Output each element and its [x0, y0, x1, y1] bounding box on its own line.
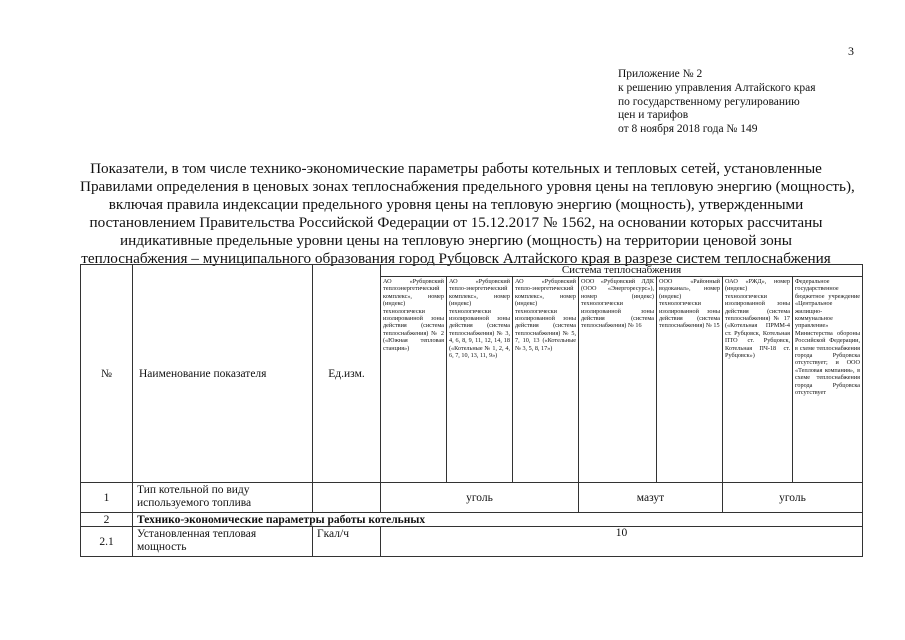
- system-column-header: АО «Рубцовский тепло-энергетический комплекс», номер (индекс) технологически изолированной зоны действия (система теплоснабжения) № 3, 4, 6, 8, 9, 11, 12, 14, 18 («Котельные № 1, 2, 4, 6, 7, 10, 13, 11, 9»): [447, 277, 513, 483]
- row-1-num: 1: [81, 483, 133, 513]
- system-column-header: ОАО «РЖД», номер (индекс) технологически изолированной зоны действия (система теплоснабжения) № 17 («Котельная ПРММ-4 ст. Рубцовск, Котельная ПТО ст. Рубцовск, Котельная ПЧ-18 ст. Рубцовск»): [723, 277, 793, 483]
- title-line: теплоснабжения – муниципального образования город Рубцовск Алтайского края в разрезе систем теплоснабжения: [81, 250, 831, 267]
- row-1-fuel-coal-2: уголь: [723, 483, 863, 513]
- row-2-1-num: 2.1: [81, 527, 133, 557]
- appendix-line: от 8 ноября 2018 года № 149: [618, 123, 758, 136]
- title-line: индикативные предельные уровни цены на тепловую энергию (мощность) на территории ценовой зоны: [120, 232, 792, 249]
- row-1-fuel-oil: мазут: [579, 483, 723, 513]
- row-1-unit: [313, 483, 381, 513]
- system-column-header: ООО «Рубцовский ЛДК (ООО «Энергоресурс»), номер (индекс) технологически изолированной зоны действия (система теплоснабжения) № 16: [579, 277, 657, 483]
- system-column-header: ООО «Районный водоканал», номер (индекс) технологически изолированной зоны действия (система теплоснабжения) № 15: [657, 277, 723, 483]
- indicators-table: [80, 264, 863, 557]
- header-unit: Ед.изм.: [313, 265, 381, 483]
- row-2-1-value: 10: [381, 527, 863, 557]
- header-name: Наименование показателя: [133, 265, 313, 483]
- title-line: Правилами определения в ценовых зонах теплоснабжения предельного уровня цены на тепловую энергию (мощность),: [80, 178, 855, 195]
- appendix-line: Приложение № 2: [618, 68, 703, 80]
- header-system: Система теплоснабжения: [381, 265, 863, 277]
- title-line: Показатели, в том числе технико-экономические параметры работы котельных и тепловых сетей, установленные: [90, 160, 822, 177]
- row-1-name: Тип котельной по виду используемого топлива: [133, 483, 313, 513]
- row-2-1-unit: Гкал/ч: [313, 527, 381, 557]
- row-2-num: 2: [81, 513, 133, 527]
- appendix-block: [618, 68, 816, 137]
- appendix-line: цен и тарифов: [618, 109, 689, 122]
- document-title: [80, 160, 855, 268]
- page-number: 3: [848, 44, 854, 58]
- title-line: включая правила индексации предельного уровня цены на тепловую энергию (мощность), утвержденными: [108, 196, 804, 213]
- title-line: постановлением Правительства Российской Федерации от 15.12.2017 № 1562, на основании которых рассчитаны: [89, 214, 823, 231]
- system-column-header: АО «Рубцовский тепло-энергетический комплекс», номер (индекс) технологически изолированной зоны действия (система теплоснабжения) № 5, 7, 10, 13 («Котельные № 3, 5, 8, 17»): [513, 277, 579, 483]
- system-column-header: Федеральное государственное бюджетное учреждение «Центральное жилищно-коммунальное управление» Министерства обороны Российской Федерации, в схеме теплоснабжения города Рубцовска отсутствует; и ООО «Тепловая компания», в схеме теплоснабжения города Рубцовска отсутствует: [793, 277, 863, 483]
- row-2-section-title: Технико-экономические параметры работы котельных: [133, 513, 863, 527]
- row-1-fuel-coal: уголь: [381, 483, 579, 513]
- appendix-line: к решению управления Алтайского края: [618, 81, 816, 94]
- header-num: №: [81, 265, 133, 483]
- appendix-line: по государственному регулированию: [618, 95, 800, 108]
- system-column-header: АО «Рубцовский теплоэнергетический комплекс», номер (индекс) технологически изолированной зоны действия (система теплоснабжения) № 2 («Южная тепловая станция»): [381, 277, 447, 483]
- row-2-1-name: Установленная тепловая мощность: [133, 527, 313, 557]
